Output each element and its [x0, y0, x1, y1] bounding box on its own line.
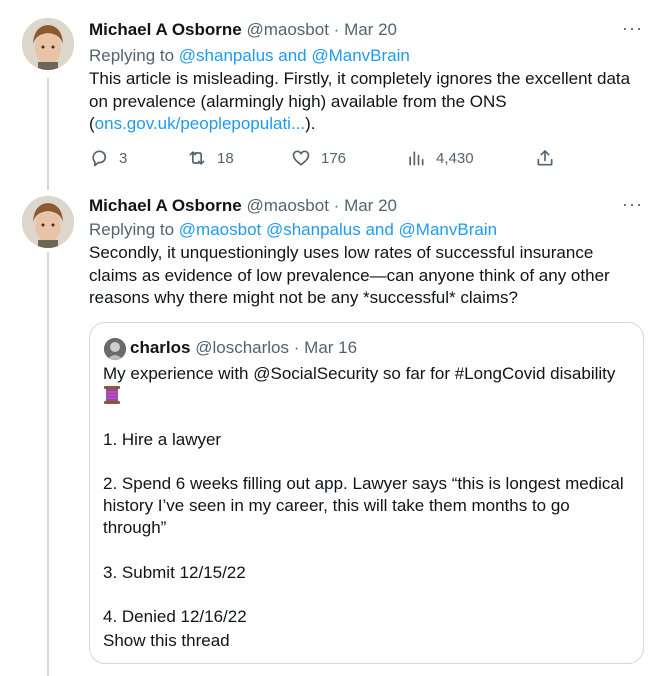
tweet-1[interactable] [0, 0, 665, 190]
replying-to [89, 219, 497, 241]
reply-button[interactable] [89, 148, 127, 168]
tweet-date[interactable]: Mar 20 [344, 20, 397, 39]
tweet-text-line: Secondly, it unquestioningly uses low rates of successful insurance [89, 243, 594, 262]
author-handle[interactable]: @maosbot [246, 20, 329, 39]
tweet-header [89, 195, 397, 217]
separator-dot: · [293, 338, 300, 357]
tweet-text [89, 68, 644, 136]
thread-spool-emoji [103, 385, 121, 405]
retweet-count: 18 [217, 149, 234, 167]
paren: ( [89, 114, 95, 133]
heart-icon [291, 148, 311, 168]
tweet-text-line: on prevalence (alarmingly high) available from the ONS [89, 91, 507, 111]
share-icon [535, 148, 555, 168]
quoted-list-item: 3. Submit 12/15/22 [103, 563, 246, 582]
share-button[interactable] [535, 148, 555, 168]
tweet-header [89, 19, 397, 41]
quoted-avatar[interactable] [104, 338, 126, 360]
views-button[interactable] [406, 148, 474, 168]
author-name[interactable]: Michael A Osborne [89, 20, 242, 39]
replying-to-users[interactable]: @shanpalus and @ManvBrain [178, 46, 410, 65]
quoted-text-line: My experience with @SocialSecurity so far for #LongCovid disability [103, 364, 616, 383]
quoted-list-item: 1. Hire a lawyer [103, 430, 222, 449]
quoted-list-item: 2. Spend 6 weeks filling out app. Lawyer says “this is longest medical [103, 474, 624, 493]
tweet-actions [89, 148, 569, 170]
show-thread-link[interactable]: Show this thread [103, 631, 230, 650]
views-count: 4,430 [436, 149, 474, 167]
avatar[interactable] [22, 196, 74, 248]
separator-dot: · [333, 196, 340, 215]
quoted-list-item-cont: through” [103, 518, 167, 537]
tweet-text-line: claims as evidence of low prevalence—can anyone think of any other [89, 265, 610, 285]
retweet-button[interactable] [187, 148, 234, 168]
replying-to-users[interactable]: @maosbot @shanpalus and @ManvBrain [178, 220, 498, 239]
views-icon [406, 148, 426, 168]
tweet-date[interactable]: Mar 20 [344, 196, 397, 215]
quoted-author-name[interactable]: charlos [130, 338, 191, 357]
quoted-date[interactable]: Mar 16 [304, 338, 358, 357]
replying-to-prefix: Replying to [89, 220, 179, 239]
quoted-tweet[interactable] [89, 322, 644, 664]
retweet-icon [187, 148, 207, 168]
reply-count: 3 [119, 149, 128, 167]
reply-icon [89, 148, 109, 168]
author-handle[interactable]: @maosbot [246, 196, 329, 215]
tweet-text-line: reasons why there might not be any *successful* claims? [89, 288, 518, 307]
like-button[interactable] [291, 148, 346, 168]
tweet-text-line [89, 113, 644, 136]
replying-to-prefix: Replying to [89, 46, 179, 65]
more-options-icon[interactable]: ··· [622, 194, 643, 214]
quoted-author-handle[interactable]: @loscharlos [195, 338, 290, 357]
like-count: 176 [321, 149, 347, 167]
quoted-header [130, 337, 357, 359]
author-name[interactable]: Michael A Osborne [89, 196, 242, 215]
more-options-icon[interactable]: ··· [622, 18, 643, 38]
avatar[interactable] [22, 18, 74, 70]
tweet-text [89, 242, 644, 310]
tweet-text-line: This article is misleading. Firstly, it completely ignores the excellent data [89, 69, 631, 88]
replying-to [89, 45, 410, 67]
quoted-list-item: 4. Denied 12/16/22 [103, 607, 247, 626]
separator-dot: · [333, 20, 340, 39]
quoted-list-item-cont: history I’ve seen in my career, this will take them months to go [103, 496, 570, 515]
paren-end: ). [305, 114, 316, 133]
ons-link[interactable]: ons.gov.uk/peoplepopulati... [94, 114, 306, 133]
